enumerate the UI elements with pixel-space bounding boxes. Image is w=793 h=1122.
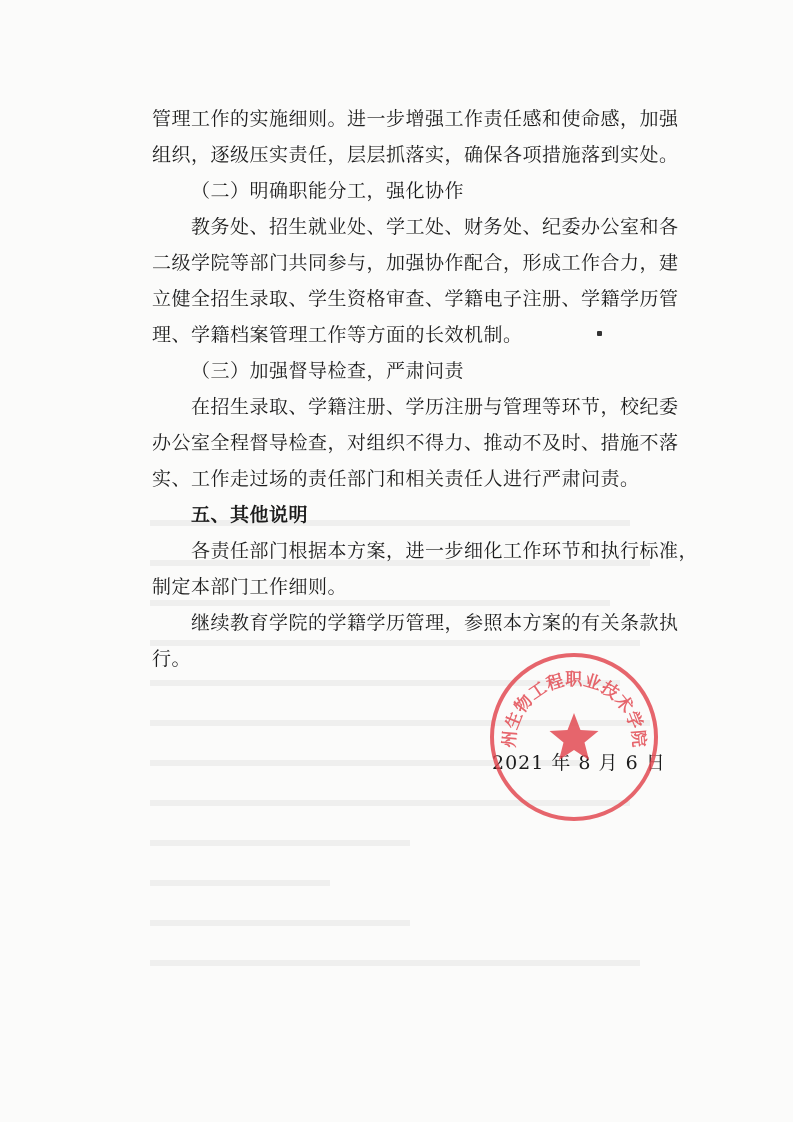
section-heading: （三）加强督导检查，严肃问责: [191, 360, 465, 382]
body-line: 各责任部门根据本方案，进一步细化工作环节和执行标准，: [191, 540, 699, 562]
body-line: 办公室全程督导检查，对组织不得力、推动不及时、措施不落: [152, 432, 679, 454]
official-seal-icon: [488, 651, 660, 823]
body-line: 教务处、招生就业处、学工处、财务处、纪委办公室和各: [191, 216, 679, 238]
scan-mark: [597, 331, 602, 336]
body-line: 二级学院等部门共同参与，加强协作配合，形成工作合力，建: [152, 252, 679, 274]
body-line: 继续教育学院的学籍学历管理，参照本方案的有关条款执: [191, 612, 679, 634]
body-line: 在招生录取、学籍注册、学历注册与管理等环节，校纪委: [191, 396, 679, 418]
body-line: 实、工作走过场的责任部门和相关责任人进行严肃问责。: [152, 468, 640, 490]
body-line: 管理工作的实施细则。进一步增强工作责任感和使命感，加强: [152, 108, 679, 130]
body-line: 行。: [152, 648, 192, 670]
section-heading: （二）明确职能分工，强化协作: [191, 180, 465, 202]
body-line: 制定本部门工作细则。: [152, 576, 348, 598]
document-date: 2021 年 8 月 6 日: [492, 752, 666, 774]
seal-text: 州生物工程职业技术学院: [499, 670, 649, 749]
body-line: 立健全招生录取、学生资格审查、学籍电子注册、学籍学历管: [152, 288, 679, 310]
chapter-heading: 五、其他说明: [191, 504, 309, 526]
body-line: 理、学籍档案管理工作等方面的长效机制。: [152, 324, 523, 346]
body-line: 组织，逐级压实责任，层层抓落实，确保各项措施落到实处。: [152, 144, 679, 166]
